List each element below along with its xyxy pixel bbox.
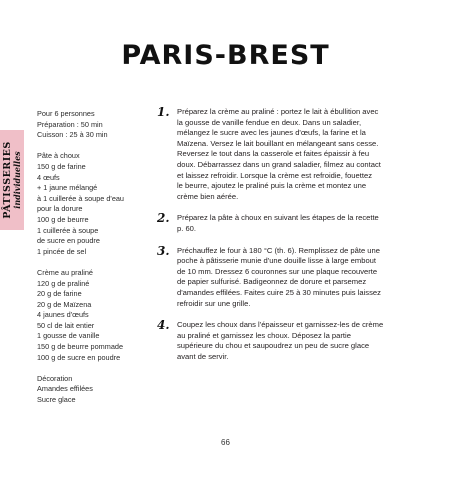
step-text-line: doux. Débarrassez dans un grand saladier, filmez au contact: [177, 159, 381, 169]
section-tab: [0, 130, 24, 230]
step-text: [177, 246, 427, 310]
recipe-step: [157, 213, 427, 234]
ingredient-line: 20 g de Maïzena: [37, 299, 92, 309]
step-text-line: la gousse de vanille fendue en deux. Dans un saladier,: [177, 117, 362, 127]
ingredient-line: 150 g de beurre pommade: [37, 342, 123, 352]
step-text-line: le beurre, ajoutez le praliné puis la crème et montez une: [177, 181, 367, 191]
step-text-line: Préparez la pâte à choux en suivant les étapes de la recette: [177, 213, 379, 223]
ingredient-line: 50 cl de lait entier: [37, 320, 95, 330]
ingredient-spacer: [37, 363, 152, 374]
section-tab-label: [0, 130, 24, 230]
step-text-line: Préchauffez le four à 180 °C (th. 6). Remplissez de pâte une: [177, 245, 380, 255]
ingredient-line: 20 g de farine: [37, 289, 82, 299]
step-text-line: d'amandes effilées. Faites cuire 25 à 30 minutes puis laissez: [177, 287, 381, 297]
step-text-line: Coupez les choux dans l'épaisseur et garnissez-les de crème: [177, 320, 384, 330]
ingredient-line: 4 jaunes d'œufs: [37, 310, 89, 320]
ingredient-line: 100 g de beurre: [37, 214, 89, 224]
ingredient-line: Pour 6 personnes: [37, 109, 95, 118]
recipe-step: [157, 243, 427, 310]
ingredient-line: 100 g de sucre en poudre: [37, 352, 121, 362]
step-text-line: avant de servir.: [177, 351, 229, 361]
step-text-line: au praliné et garnissez les choux. Déposez la partie: [177, 330, 351, 340]
page-number: 66: [221, 438, 230, 447]
step-text-line: poche à pâtisserie munie d'une douille lisse à large embout: [177, 256, 377, 266]
ingredient-line: 4 œufs: [37, 172, 60, 182]
ingredient-line: + 1 jaune mélangé: [37, 183, 98, 193]
step-number: 2.: [157, 211, 170, 226]
ingredient-line: Cuisson : 25 à 30 min: [37, 130, 108, 140]
ingredient-line: 1 pincée de sel: [37, 246, 87, 256]
ingredient-line: Décoration: [37, 373, 73, 383]
ingredient-line: à 1 cuillerée à soupe d'eau: [37, 193, 124, 203]
step-text: [177, 213, 427, 234]
ingredient-line: Amandes effilées: [37, 384, 93, 394]
step-text-line: Maïzena. Versez le lait bouillant en mélangeant sans cesse.: [177, 138, 379, 148]
step-text: [177, 320, 427, 362]
ingredient-line: 1 gousse de vanille: [37, 331, 100, 341]
step-text-line: mélangez le sucre avec les jaunes d'œufs, la farine et la: [177, 128, 366, 138]
ingredients-list: [37, 109, 152, 406]
step-text-line: de papier sulfurisé. Badigeonnez de dorure et parsemez: [177, 277, 367, 287]
steps-list: [157, 107, 427, 373]
step-text-line: crème bien aérée.: [177, 191, 239, 201]
ingredient-line: Préparation : 50 min: [37, 119, 103, 129]
step-text-line: Préparez la crème au praliné : portez le lait à ébullition avec: [177, 107, 379, 116]
step-text-line: Reversez le tout dans la casserole et faites épaissir à feu: [177, 149, 370, 159]
step-text-line: et laissez refroidir. Lorsque la crème est refroidie, fouettez: [177, 170, 372, 180]
ingredient-line: 1 cuillerée à soupe: [37, 225, 99, 235]
step-number: 4.: [157, 318, 170, 333]
recipe-step: [157, 320, 427, 362]
ingredient-line: de sucre en poudre: [37, 236, 100, 246]
ingredient-line: 150 g de farine: [37, 161, 86, 171]
step-number: 3.: [157, 243, 170, 258]
ingredient-line: pour la dorure: [37, 204, 83, 214]
step-number: 1.: [157, 105, 170, 119]
step-text: [177, 107, 427, 202]
recipe-step: [157, 107, 427, 202]
section-tab-title: PÂTISSERIES: [1, 141, 13, 219]
step-text-line: supérieure du chou et saupoudrez un peu de sucre glace: [177, 341, 370, 351]
step-text-line: de 10 mm. Dressez 6 couronnes sur une plaque recouverte: [177, 266, 378, 276]
section-tab-subtitle: individuelles: [12, 151, 23, 209]
page-title: PARIS-BREST: [121, 40, 330, 71]
ingredient-spacer: [37, 141, 152, 152]
step-text-line: p. 60.: [177, 223, 196, 233]
ingredient-spacer: [37, 257, 152, 268]
ingredient-line: Sucre glace: [37, 395, 76, 405]
ingredient-line: Crème au praliné: [37, 267, 93, 277]
ingredient-line: 120 g de praliné: [37, 278, 90, 288]
step-text-line: refroidir sur une grille.: [177, 298, 251, 308]
ingredient-line: Pâte à choux: [37, 151, 80, 161]
